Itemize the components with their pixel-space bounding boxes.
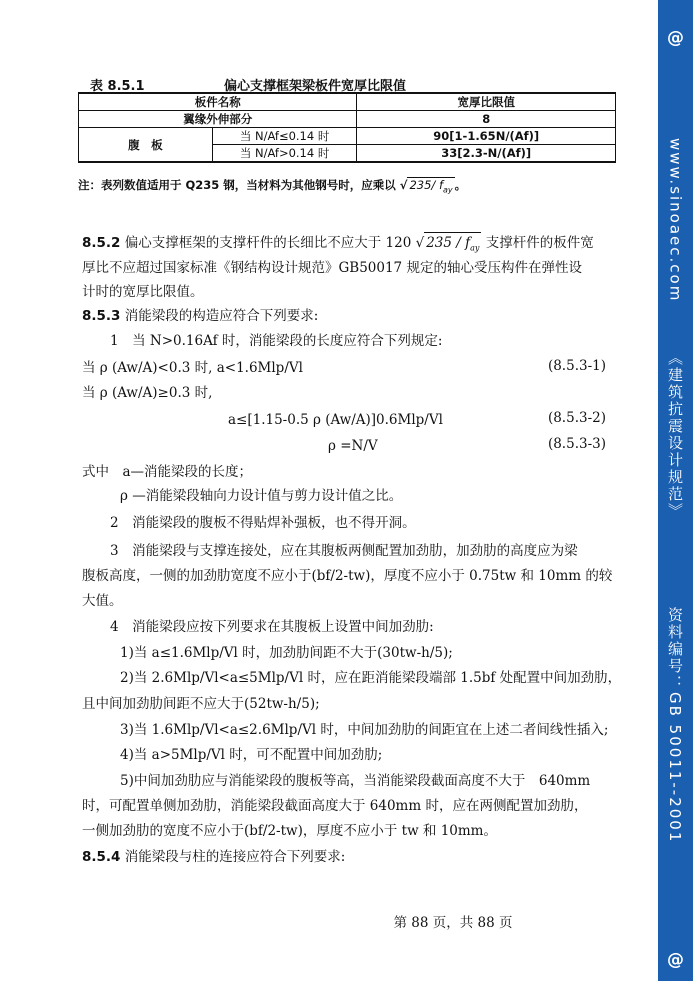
note-end: 。 [454,178,467,192]
table-row [79,128,616,145]
clause-text: 支撑杆件的板件宽 [485,235,594,251]
formula: a≤[1.15-0.5 ρ (Aw/A)]0.6Mlp/Vl [228,412,443,428]
text-line: 厚比不应超过国家标准《钢结构设计规范》GB50017 规定的轴心受压构件在弹性设 [82,260,582,276]
equation-number: (8.5.3-3) [547,436,606,452]
note-text: 注：表列数值适用于 Q235 钢，当材料为其他钢号时，应乘以 [78,178,396,192]
sqrt-sub: ay [443,185,453,195]
clause-text: 消能梁段与柱的连接应符合下列要求: [124,849,346,865]
text-line: 时，可配置单侧加劲肋，消能梁段截面高度大于 640mm 时，应在两侧配置加劲肋， [82,798,588,814]
sub-item-3: 3)当 1.6Mlp/Vl<a≤2.6Mlp/Vl 时，中间加劲肋的间距宜在上述二者间线性插入; [120,722,609,738]
text-line: 大值。 [82,593,123,609]
cell-limit: 90[1-1.65N/(Af)] [357,128,616,145]
clause-text: 偏心支撑框架的支撑杆件的长细比不应大于 120 [124,235,412,251]
clause-text: 消能梁段的构造应符合下列要求: [124,308,319,324]
item-3: 3 消能梁段与支撑连接处，应在其腹板两侧配置加劲肋，加劲肋的高度应为梁 [110,543,578,559]
at-symbol-bottom: @ [667,950,684,970]
clause-8-5-3 [82,306,318,326]
side-title: 《建筑抗震设计规范》 [666,350,684,520]
table-title: 偏心支撑框架梁板件宽厚比限值 [224,79,407,94]
sub-item-5: 5)中间加劲肋应与消能梁段的腹板等高，当消能梁段截面高度不大于 640mm [120,773,591,789]
sub-item-4: 4)当 a>5Mlp/Vl 时，可不配置中间加劲肋; [120,747,383,763]
cell-condition: 当 N/Af≤0.14 时 [212,128,357,145]
header-cell: 宽厚比限值 [357,93,616,111]
clause-number: 8.5.2 [82,235,121,251]
cell-flange-limit: 8 [357,111,616,128]
text-line: 腹板高度，一侧的加劲肋宽度不应小于(bf/2-tw)，厚度不应小于 0.75tw 和 10mm 的较 [82,568,613,584]
condition-line: 当 ρ (Aw/A)≥0.3 时, [82,385,213,401]
text-line: 一侧加劲肋的宽度不应小于(bf/2-tw)，厚度不应小于 tw 和 10mm。 [82,823,497,839]
table-note: 注：表列数值适用于 Q235 钢，当材料为其他钢号时，应乘以 √ 235/ $f_{ay}$ 。 [78,178,467,195]
table-header-row [79,93,616,111]
sqrt-sub: ay [470,243,480,253]
cell-condition: 当 N/Af>0.14 时 [212,145,357,163]
clause-8-5-2-line1: 8.5.2 偏心支撑框架的支撑杆件的长细比不应大于 120 √ $235 / f_{ay}$ 支撑杆件的板件宽 [82,232,594,259]
page-number: 第 88 页，共 88 页 [393,915,513,931]
sqrt-text: 235/ f [409,178,444,192]
clause-number: 8.5.3 [82,308,121,324]
page-footer [0,911,658,931]
condition-line: 当 ρ (Aw/A)<0.3 时, a<1.6Mlp/Vl [82,360,303,376]
table-row [79,111,616,128]
side-code: 资料编号：GB 50011--2001 [666,606,684,844]
item-1: 1 当 N>0.16Af 时，消能梁段的长度应符合下列规定: [110,333,443,349]
sqrt-expression [424,232,481,259]
width-thickness-table [78,92,616,163]
sqrt-expression [407,177,454,194]
cell-limit: 33[2.3-N/(Af)] [357,145,616,163]
item-4: 4 消能梁段应按下列要求在其腹板上设置中间加劲肋: [110,619,434,635]
text-line: 计时的宽厚比限值。 [82,284,204,300]
sub-item-1: 1)当 a≤1.6Mlp/Vl 时，加劲肋间距不大于(30tw-h/5); [120,645,453,661]
equation-number: (8.5.3-2) [547,410,606,426]
sub-item-2: 2)当 2.6Mlp/Vl<a≤5Mlp/Vl 时，应在距消能梁段端部 1.5bf 处配置中间加劲肋， [120,670,622,686]
where-line: 式中 a—消能梁段的长度； [82,464,253,480]
item-2: 2 消能梁段的腹板不得贴焊补强板，也不得开洞。 [110,515,416,531]
where-line: ρ —消能梁段轴向力设计值与剪力设计值之比。 [120,488,403,504]
text-line: 且中间加劲肋间距不应大于(52tw-h/5); [82,696,320,712]
table-number: 表 8.5.1 [90,79,145,94]
equation-number: (8.5.3-1) [547,358,606,374]
sqrt-text: 235 / f [426,235,471,251]
cell-flange: 翼缘外伸部分 [79,111,357,128]
side-banner [658,0,693,981]
cell-web: 腹 板 [79,128,213,163]
clause-number: 8.5.4 [82,849,121,865]
at-symbol-top: @ [667,28,684,48]
clause-8-5-4 [82,847,345,867]
formula: ρ =N/V [328,438,378,454]
side-url: www.sinoaec.com [666,137,685,303]
header-cell: 板件名称 [79,93,357,111]
